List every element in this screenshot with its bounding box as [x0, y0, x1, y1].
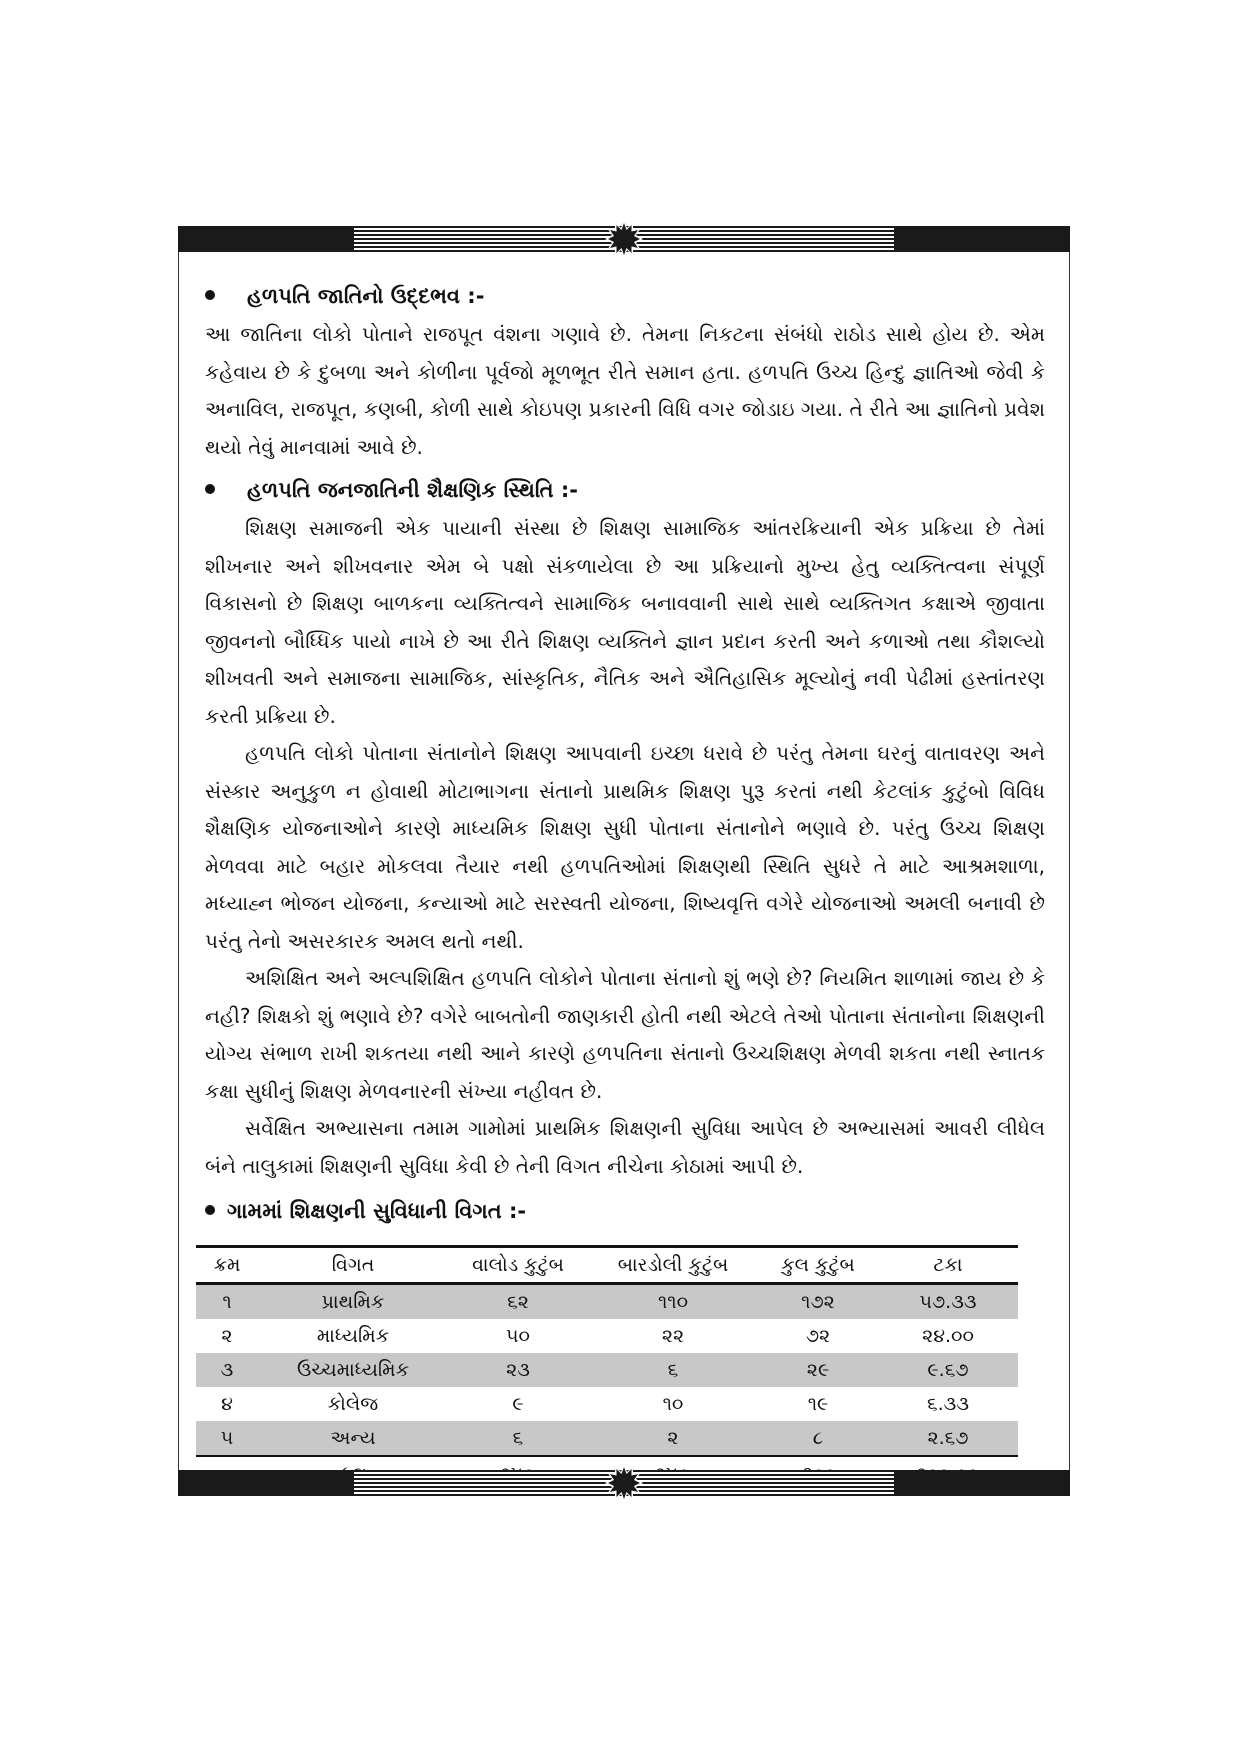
paragraph-education-3: અશિક્ષિત અને અલ્પશિક્ષિત હળપતિ લોકોને પોતાના સંતાનો શું ભણે છે? નિયમિત શાળામાં જાય છે કે નહી? શિક્ષકો શું ભણાવે છે? વગેરે બાબતોની જાણકારી હોતી નથી એટલે તેઓ પોતાના સંતાનોના શિક્ષણની યોગ્ય સંભાળ રાખી શકતયા નથી આને કારણે હળપતિના સંતાનો ઉચ્ચશિક્ષણ મેળવી શકતા નથી સ્નાતક કક્ષા સુધીનું શિક્ષણ મેળવનારની સંખ્યા નહીવત છે.	[205, 966, 1045, 1103]
section-heading-education-status: હળપતિ જનજાતિની શૈક્ષણિક સ્થિતિ :-	[205, 470, 1045, 510]
bottom-ornament-bar	[178, 1470, 1070, 1496]
table-row: ૩ ઉચ્ચમાધ્યમિક ૨૩ ૬ ૨૯ ૯.૬૭	[196, 1353, 1018, 1387]
column-header: ટકા	[933, 1254, 963, 1276]
sunburst-ornament-icon	[604, 1463, 644, 1503]
bullet-icon	[205, 484, 215, 494]
column-header: કુલ કુટુંબ	[781, 1254, 855, 1276]
table-heading: ગામમાં શિક્ષણની સુવિધાની વિગત :-	[205, 1191, 1045, 1231]
column-header: ક્રમ	[213, 1254, 241, 1276]
table-row: ૨ માધ્યમિક ૫૦ ૨૨ ૭૨ ૨૪.૦૦	[221, 1325, 974, 1347]
section-heading-origin: હળપતિ જાતિનો ઉદ્દભવ :-	[205, 276, 1045, 316]
education-facility-table	[196, 1245, 1018, 1494]
column-header: વિગત	[331, 1254, 375, 1276]
column-header: વાલોડ કુટુંબ	[472, 1254, 564, 1276]
paragraph-origin: આ જાતિના લોકો પોતાને રાજપૂત વંશના ગણાવે છે. તેમના નિકટના સંબંધો રાઠોડ સાથે હોય છે. એમ કહેવાય છે કે દુબળા અને કોળીના પૂર્વજો મૂળભૂત રીતે સમાન હતા. હળપતિ ઉચ્ચ હિન્દુ જ્ઞાતિઓ જેવી કે અનાવિલ, રાજપૂત, કણબી, કોળી સાથે કોઇપણ પ્રકારની વિધિ વગર જોડાઇ ગયા. તે રીતે આ જ્ઞાતિનો પ્રવેશ થયો તેવું માનવામાં આવે છે.	[205, 322, 1045, 459]
paragraph-education-2: હળપતિ લોકો પોતાના સંતાનોને શિક્ષણ આપવાની ઇચ્છા ધરાવે છે પરંતુ તેમના ઘરનું વાતાવરણ અને સંસ્કાર અનુકુળ ન હોવાથી મોટાભાગના સંતાનો પ્રાથમિક શિક્ષણ પુરૂ કરતાં નથી કેટલાંક કુટુંબો વિવિધ શૈક્ષણિક યોજનાઓને કારણે માધ્યમિક શિક્ષણ સુધી પોતાના સંતાનોને ભણાવે છે. પરંતુ ઉચ્ચ શિક્ષણ મેળવવા માટે બહાર મોકલવા તૈયાર નથી હળપતિઓમાં શિક્ષણથી સ્થિતિ સુધરે તે માટે આશ્રમશાળા, મધ્યાહ્ન ભોજન યોજના, કન્યાઓ માટે સરસ્વતી યોજના, શિષ્યવૃત્તિ વગેરે યોજનાઓ અમલી બનાવી છે પરંતુ તેનો અસરકારક અમલ થતો નથી.	[205, 741, 1045, 953]
paragraph-education-4: સર્વેક્ષિત અભ્યાસના તમામ ગામોમાં પ્રાથમિક શિક્ષણની સુવિધા આપેલ છે અભ્યાસમાં આવરી લીધેલ બંને તાલુકામાં શિક્ષણની સુવિધા કેવી છે તેની વિગત નીચેના કોઠામાં આપી છે.	[205, 1116, 1045, 1178]
table-row: ૫ અન્ય ૬ ૨ ૮ ૨.૬૭	[196, 1421, 1018, 1456]
paragraph-education-1: શિક્ષણ સમાજની એક પાયાની સંસ્થા છે શિક્ષણ સામાજિક આંતરક્રિયાની એક પ્રક્રિયા છે તેમાં શીખનાર અને શીખવનાર એમ બે પક્ષો સંકળાયેલા છે આ પ્રક્રિયાનો મુખ્ય હેતુ વ્યક્તિત્વના સંપૂર્ણ વિકાસનો છે શિક્ષણ બાળકના વ્યક્તિત્વને સામાજિક બનાવવાની સાથે સાથે વ્યક્તિગત કક્ષાએ જીવાતા જીવનનો બૌધ્ધિક પાયો નાખે છે આ રીતે શિક્ષણ વ્યક્તિને જ્ઞાન પ્રદાન કરતી અને કળાઓ તથા કૌશલ્યો શીખવતી અને સમાજના સામાજિક, સાંસ્કૃતિક, નૈતિક અને ઐતિહાસિક મૂલ્યોનું નવી પેઢીમાં હસ્તાંતરણ કરતી પ્રક્રિયા છે.	[205, 516, 1045, 728]
table-row: ૪ કોલેજ ૯ ૧૦ ૧૯ ૬.૩૩	[221, 1393, 969, 1415]
table-header-row	[196, 1247, 1018, 1284]
bullet-icon	[205, 290, 215, 300]
sunburst-ornament-icon	[604, 219, 644, 259]
page-content	[205, 276, 1045, 1231]
column-header: બારડોલી કુટુંબ	[617, 1254, 729, 1276]
bullet-icon	[205, 1205, 215, 1215]
table-row: ૧ પ્રાથમિક ૬૨ ૧૧૦ ૧૭૨ ૫૭.૩૩	[196, 1284, 1018, 1320]
top-ornament-bar	[178, 226, 1070, 252]
